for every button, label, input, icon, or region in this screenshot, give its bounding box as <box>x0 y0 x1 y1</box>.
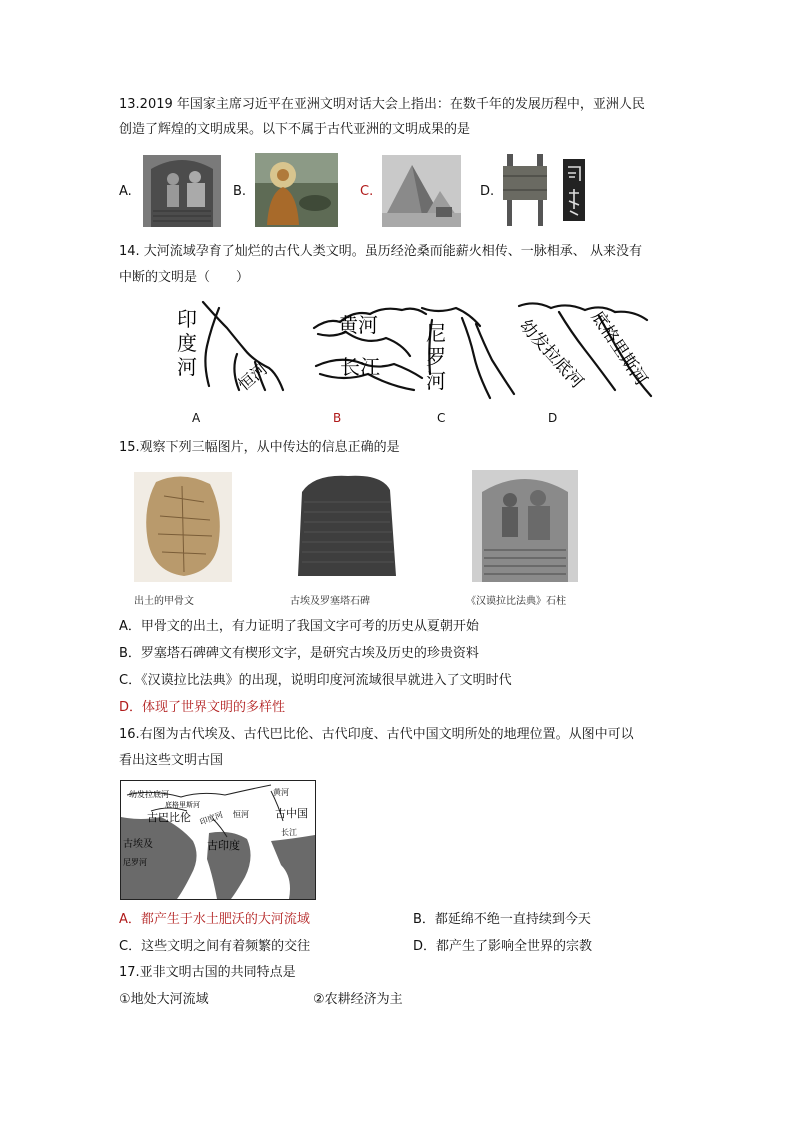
q13-option-c-image <box>382 155 461 227</box>
q15-caption-3: 《汉谟拉比法典》石柱 <box>466 596 566 607</box>
q15-caption-2: 古埃及罗塞塔石碑 <box>290 596 370 607</box>
q14-map-c-text1: 尼 <box>426 321 446 345</box>
q15-option-b: B．罗塞塔石碑碑文有楔形文字，是研究古埃及历史的珍贵资料 <box>119 646 479 661</box>
q13-option-c-label: C. <box>360 184 374 199</box>
q16-stem-line2: 看出这些文明古国 <box>119 753 224 768</box>
q15-option-d: D．体现了世界文明的多样性 <box>119 700 286 715</box>
q14-map-b-text1: 黄河 <box>338 313 378 337</box>
q14-map-c-text2: 罗 <box>426 345 446 369</box>
q14-map-b-text2: 长江 <box>340 355 380 379</box>
q14-stem-line1: 14. 大河流域孕育了灿烂的古代人类文明。虽历经沧桑而能薪火相传、一脉相承、 从来没有 <box>119 244 642 259</box>
q13-option-d-label: D. <box>480 184 495 199</box>
q16-map-babylon: 古巴比伦 <box>147 811 191 824</box>
q17-item-1: ①地处大河流域 <box>119 992 209 1007</box>
q16-civilization-map <box>120 780 316 900</box>
q17-stem: 17.亚非文明古国的共同特点是 <box>119 965 296 980</box>
q16-option-c: C．这些文明之间有着频繁的交往 <box>119 939 311 954</box>
q16-option-b: B．都延绵不绝一直持续到今天 <box>413 912 591 927</box>
q13-option-a-label: A. <box>119 184 132 199</box>
q13-stem-line2: 创造了辉煌的文明成果。以下不属于古代亚洲的文明成果的是 <box>119 122 471 137</box>
q14-option-a-label: A <box>192 411 201 425</box>
q14-map-a <box>165 298 290 400</box>
q13-stem-line1: 13.2019 年国家主席习近平在亚洲文明对话大会上指出：在数千年的发展历程中，亚洲人民 <box>119 97 645 112</box>
q16-map-yangtze: 长江 <box>281 828 297 837</box>
q16-map-nile: 尼罗河 <box>123 858 147 867</box>
q16-option-d: D．都产生了影响全世界的宗教 <box>413 939 593 954</box>
q16-map-india: 古印度 <box>207 839 240 852</box>
q13-option-d-ding-image <box>499 152 551 228</box>
q15-oracle-bone-image <box>134 472 232 582</box>
q14-map-a-text4: 恒河 <box>234 359 272 395</box>
q14-map-a-text2: 度 <box>177 331 197 355</box>
q14-map-d-text2: 底格里斯河 <box>586 307 651 390</box>
q15-rosetta-stone-image <box>294 472 400 582</box>
q13-option-b-label: B. <box>233 184 247 199</box>
q13-option-b-image <box>255 153 338 227</box>
q14-option-c-label: C <box>437 411 446 425</box>
q15-option-c: C．《汉谟拉比法典》的出现，说明印度河流域很早就进入了文明时代 <box>119 673 512 688</box>
q16-map-china: 古中国 <box>275 807 308 820</box>
q16-map-yellow: 黄河 <box>273 788 289 797</box>
q15-option-a: A．甲骨文的出土，有力证明了我国文字可考的历史从夏朝开始 <box>119 619 479 634</box>
q14-map-c-text3: 河 <box>426 369 446 393</box>
q16-map-euphrates: 幼发拉底河 <box>129 790 169 799</box>
q14-map-d <box>515 296 665 402</box>
q14-map-d-text1: 幼发拉底河 <box>515 315 588 393</box>
q14-map-a-text1: 印 <box>177 307 197 331</box>
q15-hammurabi-stele-image <box>472 470 578 582</box>
q14-map-a-text3: 河 <box>177 355 197 379</box>
q14-option-b-label: B <box>333 411 342 425</box>
q13-option-d-inscription-image <box>563 159 585 221</box>
q15-caption-1: 出土的甲骨文 <box>134 596 194 607</box>
q17-item-2: ②农耕经济为主 <box>313 992 403 1007</box>
q16-map-ganges: 恒河 <box>233 810 249 819</box>
q14-map-c <box>418 304 518 402</box>
q16-map-tigris: 底格里斯河 <box>165 801 200 809</box>
q15-stem: 15.观察下列三幅图片，从中传达的信息正确的是 <box>119 440 400 455</box>
q16-option-a: A．都产生于水土肥沃的大河流域 <box>119 912 310 927</box>
q14-option-d-label: D <box>548 411 558 425</box>
q13-option-a-image <box>143 155 221 227</box>
q16-stem-line1: 16.右图为古代埃及、古代巴比伦、古代印度、古代中国文明所处的地理位置。从图中可以 <box>119 727 634 742</box>
q16-map-indus: 印度河 <box>198 810 225 827</box>
q14-map-b <box>310 300 430 400</box>
q14-stem-line2: 中断的文明是（ ） <box>119 270 250 285</box>
q16-map-egypt: 古埃及 <box>123 839 153 850</box>
